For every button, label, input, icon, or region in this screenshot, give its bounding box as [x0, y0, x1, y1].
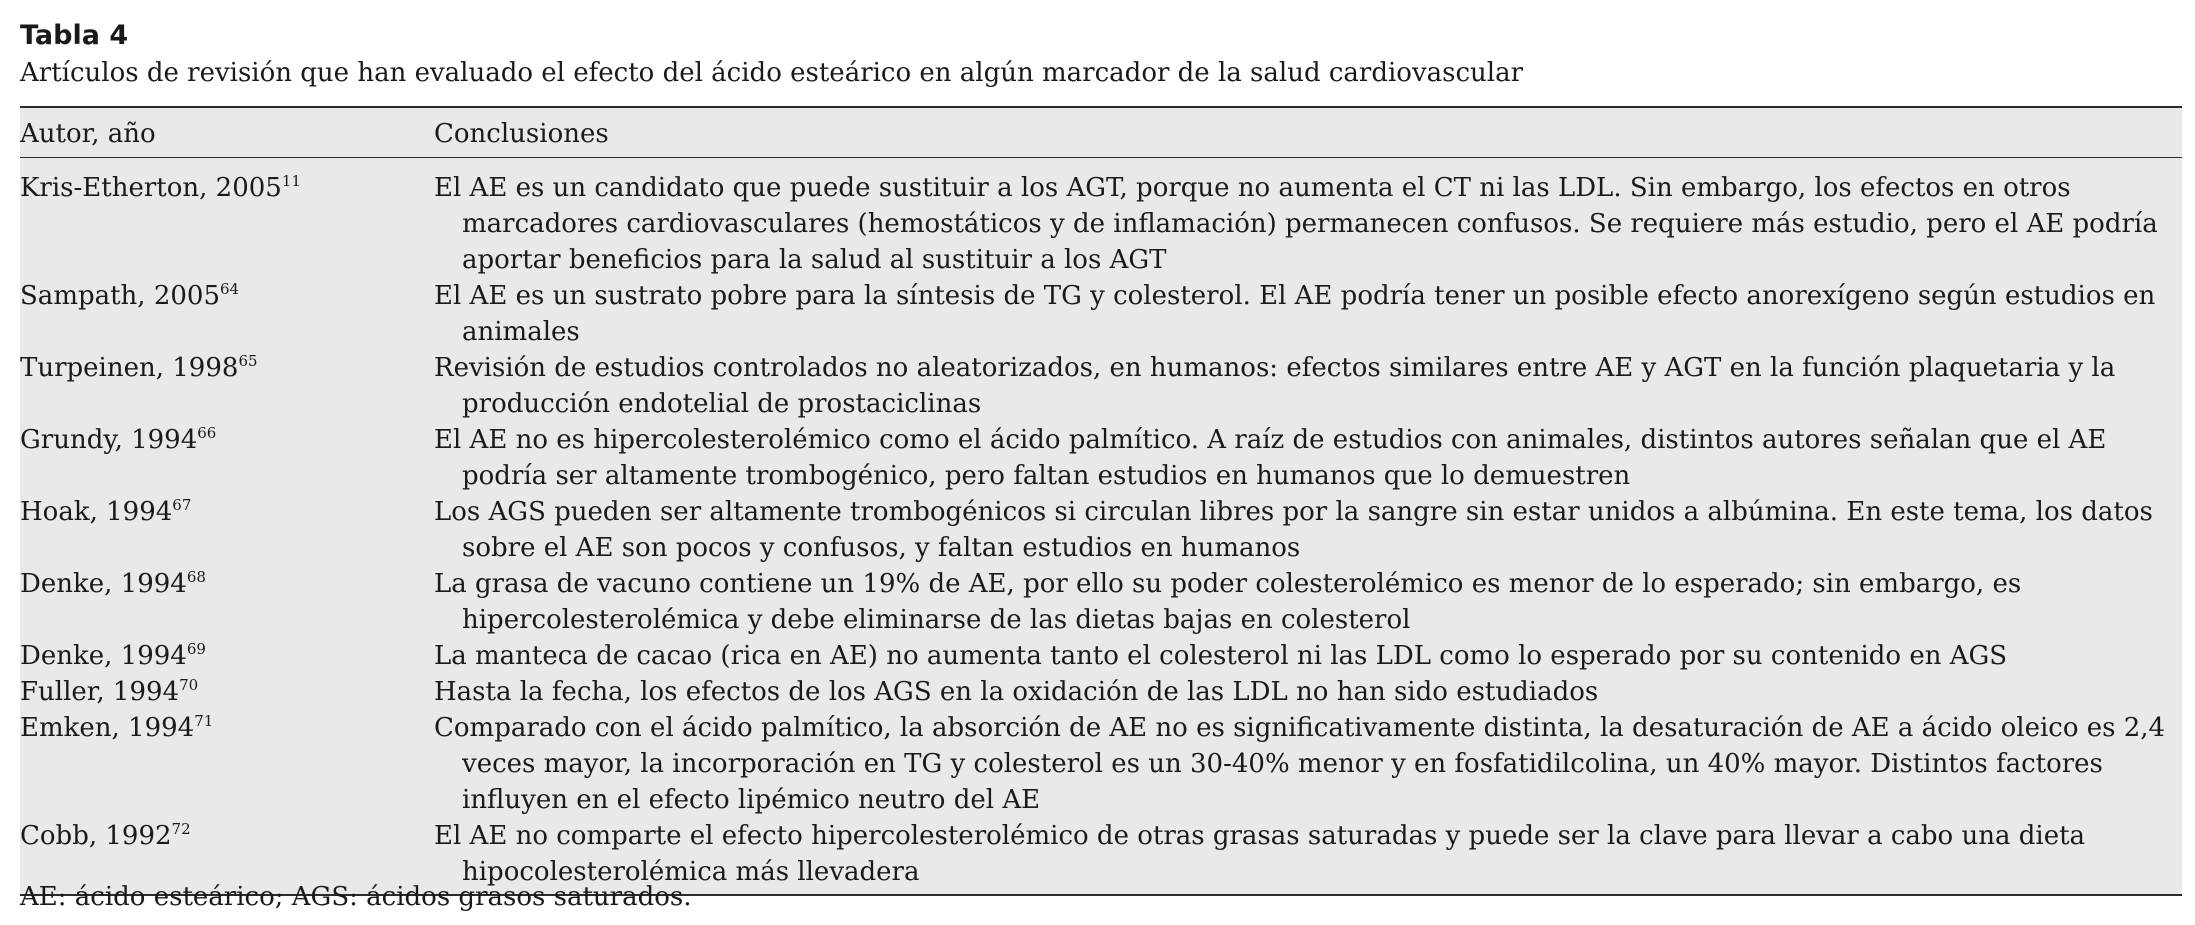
table-row — [20, 278, 2182, 350]
author-cell — [20, 566, 434, 602]
table-row — [20, 170, 2182, 278]
conclusion-cell: El AE no es hipercolesterolémico como el ácido palmítico. A raíz de estudios con animales, distintos autores señalan que el AE podría ser altamente trombogénico, pero faltan estudios en humanos que lo demuestren — [434, 425, 2107, 491]
header-conclusions: Conclusiones — [434, 118, 609, 149]
author-cell — [20, 494, 434, 530]
author-year: Fuller, 1994 — [20, 677, 180, 707]
author-cell — [20, 350, 434, 386]
review-table — [20, 106, 2182, 896]
reference-number: 11 — [281, 172, 301, 190]
author-cell — [20, 818, 434, 854]
conclusion-cell: La grasa de vacuno contiene un 19% de AE, por ello su poder colesterolémico es menor de lo esperado; sin embargo, es hipercolesterolémica y debe eliminarse de las dietas bajas en colesterol — [434, 569, 2022, 635]
conclusion-cell: Comparado con el ácido palmítico, la absorción de AE no es significativamente distinta, la desaturación de AE a ácido oleico es 2,4 veces mayor, la incorporación en TG y colesterol es un 30-40% menor y en fosfatidilcolina, un 40% mayor. Distintos factores influyen en el efecto lipémico neutro del AE — [434, 713, 2166, 815]
conclusion-cell: El AE no comparte el efecto hipercolesterolémico de otras grasas saturadas y puede ser la clave para llevar a cabo una dieta hipocolesterolémica más llevadera — [434, 821, 2086, 887]
author-year: Cobb, 1992 — [20, 821, 172, 851]
table-row — [20, 350, 2182, 422]
reference-number: 64 — [220, 280, 240, 298]
conclusion-cell: Hasta la fecha, los efectos de los AGS en la oxidación de las LDL no han sido estudiados — [434, 677, 1599, 707]
author-cell — [20, 638, 434, 674]
author-year: Emken, 1994 — [20, 713, 195, 743]
table-header-row — [20, 108, 2182, 158]
conclusion-cell: El AE es un candidato que puede sustituir a los AGT, porque no aumenta el CT ni las LDL. Sin embargo, los efectos en otros marcadores cardiovasculares (hemostáticos y de inflamación) permanecen confusos. Se requiere más estudio, pero el AE podría aportar beneficios para la salud al sustituir a los AGT — [434, 173, 2158, 275]
conclusion-cell: Los AGS pueden ser altamente trombogénicos si circulan libres por la sangre sin estar unidos a albúmina. En este tema, los datos sobre el AE son pocos y confusos, y faltan estudios en humanos — [434, 497, 2153, 563]
table-row — [20, 566, 2182, 638]
table-row — [20, 710, 2182, 818]
table-caption: Artículos de revisión que han evaluado el efecto del ácido esteárico en algún marcador de la salud cardiovascular — [20, 58, 1524, 88]
reference-number: 67 — [172, 496, 192, 514]
author-year: Hoak, 1994 — [20, 497, 173, 527]
reference-number: 70 — [179, 676, 199, 694]
table-footnote: AE: ácido esteárico; AGS: ácidos grasos saturados. — [20, 882, 692, 912]
author-year: Grundy, 1994 — [20, 425, 198, 455]
reference-number: 71 — [194, 712, 214, 730]
author-cell — [20, 422, 434, 458]
conclusion-cell: La manteca de cacao (rica en AE) no aumenta tanto el colesterol ni las LDL como lo esperado por su contenido en AGS — [434, 641, 2008, 671]
author-year: Denke, 1994 — [20, 641, 187, 671]
author-cell — [20, 710, 434, 746]
author-cell — [20, 674, 434, 710]
table-number: Tabla 4 — [20, 20, 129, 51]
author-year: Sampath, 2005 — [20, 281, 221, 311]
reference-number: 66 — [197, 424, 217, 442]
author-year: Kris-Etherton, 2005 — [20, 173, 282, 203]
reference-number: 72 — [171, 820, 191, 838]
author-year: Turpeinen, 1998 — [20, 353, 239, 383]
reference-number: 68 — [186, 568, 206, 586]
header-author: Autor, año — [20, 118, 156, 149]
reference-number: 65 — [238, 352, 258, 370]
author-year: Denke, 1994 — [20, 569, 187, 599]
author-cell — [20, 278, 434, 314]
table-row — [20, 638, 2182, 674]
table-row — [20, 674, 2182, 710]
table-row — [20, 494, 2182, 566]
table-body — [20, 158, 2182, 894]
author-cell — [20, 170, 434, 206]
reference-number: 69 — [186, 640, 206, 658]
conclusion-cell: El AE es un sustrato pobre para la síntesis de TG y colesterol. El AE podría tener un posible efecto anorexígeno según estudios en animales — [434, 281, 2156, 347]
conclusion-cell: Revisión de estudios controlados no aleatorizados, en humanos: efectos similares entre AE y AGT en la función plaquetaria y la producción endotelial de prostaciclinas — [434, 353, 2116, 419]
table-row — [20, 422, 2182, 494]
